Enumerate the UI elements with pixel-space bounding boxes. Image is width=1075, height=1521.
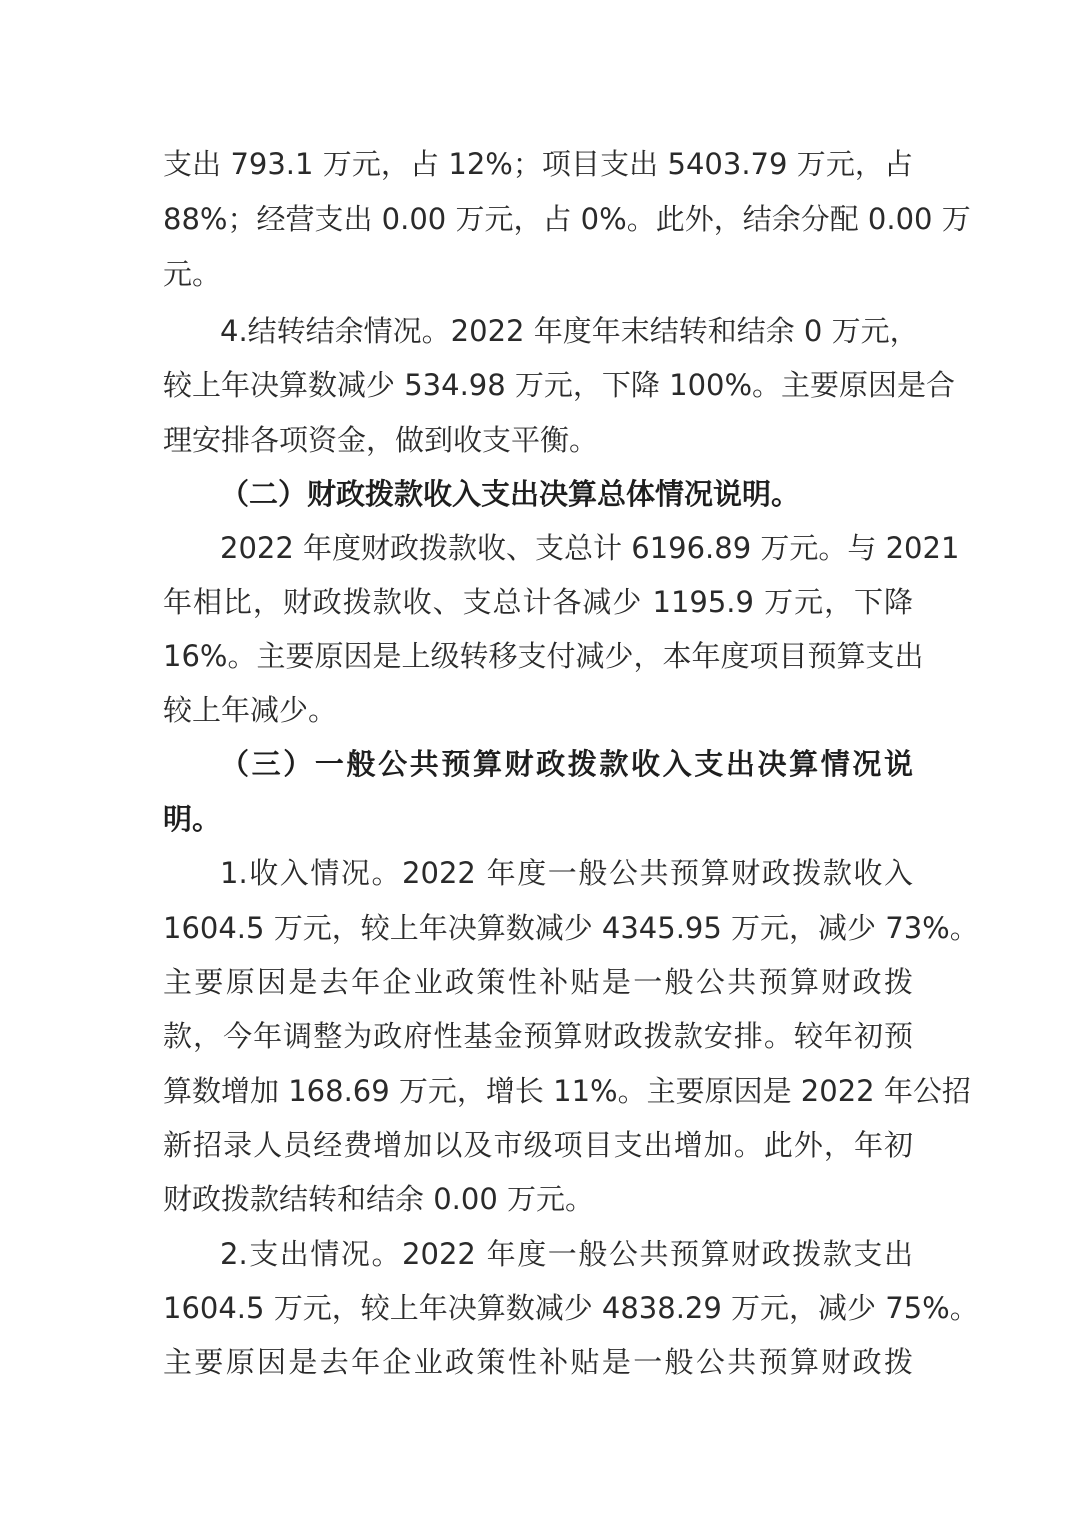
text-line: 16%。主要原因是上级转移支付减少，本年度项目预算支出	[163, 639, 924, 673]
paragraph-start-total: 2022 年度财政拨款收、支总计 6196.89 万元。与 2021	[220, 531, 960, 565]
paragraph-start-carryover: 4.结转结余情况。2022 年度年末结转和结余 0 万元，	[220, 314, 919, 348]
text-line: 较上年减少。	[163, 693, 338, 727]
text-line: 新招录人员经费增加以及市级项目支出增加。此外，年初	[163, 1128, 913, 1162]
text-line: 财政拨款结转和结余 0.00 万元。	[163, 1182, 595, 1216]
text-line: 年相比，财政拨款收、支总计各减少 1195.9 万元，下降	[163, 585, 913, 619]
text-line: 理安排各项资金，做到收支平衡。	[163, 423, 599, 457]
text-line: 1604.5 万元，较上年决算数减少 4838.29 万元，减少 75%。	[163, 1291, 979, 1325]
text-line: 算数增加 168.69 万元，增长 11%。主要原因是 2022 年公招	[163, 1074, 971, 1108]
text-line: 元。	[163, 257, 222, 291]
section-heading-3-cont: 明。	[163, 802, 222, 836]
paragraph-start-expenditure: 2.支出情况。2022 年度一般公共预算财政拨款支出	[220, 1237, 913, 1271]
text-line: 1604.5 万元，较上年决算数减少 4345.95 万元，减少 73%。	[163, 911, 979, 945]
text-line: 支出 793.1 万元，占 12%；项目支出 5403.79 万元，占	[163, 147, 913, 181]
text-line: 88%；经营支出 0.00 万元，占 0%。此外，结余分配 0.00 万	[163, 202, 971, 236]
text-line: 较上年决算数减少 534.98 万元，下降 100%。主要原因是合	[163, 368, 956, 402]
text-line: 款，今年调整为政府性基金预算财政拨款安排。较年初预	[163, 1019, 913, 1053]
section-heading-2: （二）财政拨款收入支出决算总体情况说明。	[220, 477, 801, 511]
paragraph-start-income: 1.收入情况。2022 年度一般公共预算财政拨款收入	[220, 856, 913, 890]
text-line: 主要原因是去年企业政策性补贴是一般公共预算财政拨	[163, 965, 913, 999]
section-heading-3: （三）一般公共预算财政拨款收入支出决算情况说	[220, 747, 913, 781]
text-line: 主要原因是去年企业政策性补贴是一般公共预算财政拨	[163, 1345, 913, 1379]
